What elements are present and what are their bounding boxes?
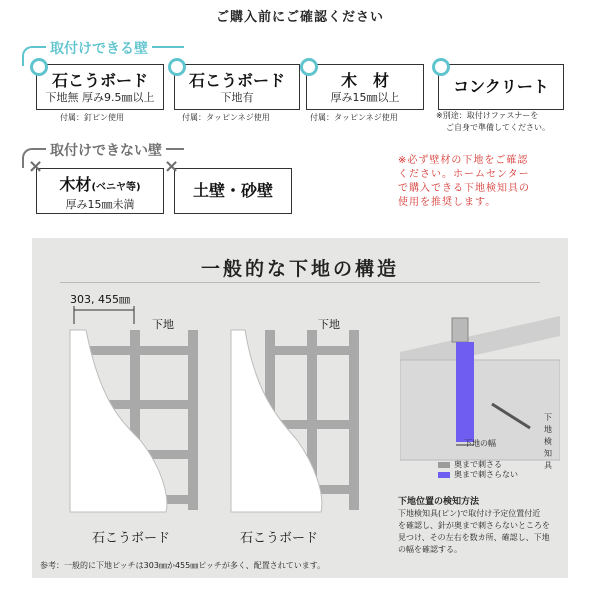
warning-line: 使用を推奨します。: [398, 197, 497, 208]
wall-note: 付属：タッピンネジ使用: [182, 113, 270, 122]
wall-sub: 厚み15㎜以上: [330, 91, 400, 104]
wall-name: 木 材: [340, 71, 389, 90]
wall-name-main: 木材: [59, 175, 92, 194]
wall-card-concrete: [438, 64, 564, 110]
warning-line: ください。ホームセンター: [398, 169, 530, 180]
stud-diagram-right: [225, 290, 365, 540]
wall-note: ※別途：取付けファスナーを: [436, 111, 539, 120]
warning-line: で購入できる下地検知具の: [398, 183, 530, 194]
structure-title: 一般的な下地の構造: [200, 258, 399, 280]
wall-name: 石こうボード: [188, 71, 285, 90]
wall-sub: 厚み15㎜未満: [65, 198, 135, 211]
tool-label: 下地検知具: [544, 413, 552, 470]
wall-name: 土壁・砂壁: [192, 181, 273, 200]
gypsum-board: [70, 330, 167, 512]
stud-label: 下地: [318, 318, 340, 331]
stud: [188, 330, 198, 510]
ng-cross-icon: ×: [164, 156, 180, 177]
detector-diagram: [400, 312, 560, 482]
structure-footnote: 参考：一般的に下地ピッチは303㎜か455㎜ピッチが多く、配置されています。: [40, 561, 326, 570]
warning-line: ※必ず壁材の下地をご確認: [398, 155, 529, 166]
ng-cross-icon: ×: [28, 156, 44, 177]
page-header: ご購入前にご確認ください: [215, 10, 384, 25]
wall-name: [37, 175, 163, 198]
legend-through-swatch: [438, 462, 450, 468]
wall-note: 付属：タッピンネジ使用: [310, 113, 398, 122]
wall-card-gypsum-stud: [174, 64, 300, 110]
warning-note: [398, 154, 578, 210]
pitch-label: 303, 455㎜: [70, 293, 130, 306]
wall-card-earth-wall: [174, 168, 292, 214]
legend-through: 奥まで刺さる: [454, 460, 502, 469]
stud-top: [452, 318, 468, 342]
board-caption: 石こうボード: [92, 531, 171, 546]
wall-name-suffix: (ベニヤ等): [91, 182, 141, 193]
stud-label: 下地: [152, 318, 174, 331]
wall-note: 付属：釘ピン使用: [60, 113, 124, 122]
not-mountable-title: 取付けできない壁: [46, 140, 166, 160]
mountable-title: 取付けできる壁: [46, 38, 152, 58]
ok-circle-icon: [30, 58, 48, 76]
method-line: 見つけ、その左右を数カ所、確認し、下地: [398, 533, 550, 542]
stud-diagram-left: [60, 290, 210, 540]
method-line: を確認し、針が奥まで刺さらないところを: [398, 521, 550, 530]
wall-sub: 下地無 厚み9.5㎜以上: [45, 91, 155, 104]
wall-card-gypsum-no-stud: [36, 64, 164, 110]
wall-name: コンクリート: [453, 77, 549, 96]
wall-sub: 下地有: [220, 91, 254, 104]
legend-stop-swatch: [438, 472, 450, 478]
wall-card-plywood: [36, 168, 164, 214]
wall-note: ご自身で準備してください。: [446, 123, 550, 132]
method-title: 下地位置の検知方法: [398, 497, 480, 507]
method-line: の幅を確認する。: [398, 545, 462, 554]
wall-card-wood: [306, 64, 424, 110]
ok-circle-icon: [432, 58, 450, 76]
wall-name: 石こうボード: [51, 71, 148, 90]
ok-circle-icon: [300, 58, 318, 76]
stud-detect-zone: [456, 342, 474, 442]
crossbar: [265, 346, 359, 355]
width-label: 下地の幅: [464, 439, 496, 448]
board-caption: 石こうボード: [240, 531, 319, 546]
legend-stop: 奥まで刺さらない: [454, 470, 518, 479]
ok-circle-icon: [168, 58, 186, 76]
method-line: 下地検知具(ピン)で取付け予定位置付近: [398, 509, 541, 518]
method-text: [398, 508, 558, 556]
title-divider: [60, 282, 540, 283]
